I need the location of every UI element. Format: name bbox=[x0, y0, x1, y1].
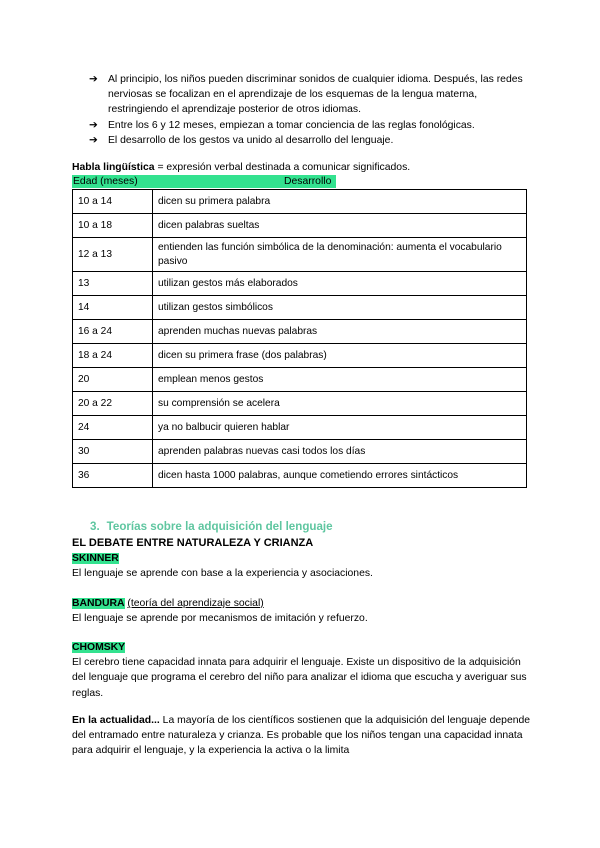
age-cell: 20 bbox=[73, 368, 153, 392]
table-row bbox=[73, 214, 527, 238]
bandura-note: (teoría del aprendizaje social) bbox=[127, 598, 264, 609]
age-cell: 14 bbox=[73, 296, 153, 320]
bullet-text: Al principio, los niños pueden discriminar sonidos de cualquier idioma. Después, las redes nerviosas se focalizan en el aprendizaje de los esquemas de la lengua materna, restringiendo el aprendizaje posterior de otros idiomas. bbox=[108, 74, 523, 116]
bandura-text: El lenguaje se aprende por mecanismos de imitación y refuerzo. bbox=[72, 613, 368, 625]
table-row bbox=[73, 440, 527, 464]
development-cell: su comprensión se acelera bbox=[153, 392, 527, 416]
development-cell: dicen palabras sueltas bbox=[153, 214, 527, 238]
arrow-icon: ➔ bbox=[89, 119, 98, 131]
section-heading bbox=[90, 520, 333, 533]
age-cell: 13 bbox=[73, 272, 153, 296]
table-row bbox=[73, 416, 527, 440]
development-cell: ya no balbucir quieren hablar bbox=[153, 416, 527, 440]
chomsky-label: CHOMSKY bbox=[72, 642, 126, 653]
development-cell: aprenden muchas nuevas palabras bbox=[153, 320, 527, 344]
development-table bbox=[72, 189, 527, 488]
development-cell: aprenden palabras nuevas casi todos los días bbox=[153, 440, 527, 464]
development-cell: utilizan gestos simbólicos bbox=[153, 296, 527, 320]
development-cell: entienden las función simbólica de la denominación: aumenta el vocabulario pasivo bbox=[153, 238, 527, 272]
table-row bbox=[73, 464, 527, 488]
skinner-label: SKINNER bbox=[72, 553, 119, 564]
actualidad-text: La mayoría de los científicos sostienen que la adquisición del lenguaje depende del entramado entre naturaleza y crianza. Es probable que los niños tengan una capacidad innata para adquirir el lenguaje, y la experiencia la activa o la limita bbox=[72, 715, 531, 757]
development-cell: utilizan gestos más elaborados bbox=[153, 272, 527, 296]
bullet-list bbox=[89, 72, 534, 148]
actualidad-lead: En la actualidad... bbox=[72, 715, 160, 726]
table-row bbox=[73, 344, 527, 368]
skinner-block bbox=[72, 551, 532, 581]
age-cell: 10 a 14 bbox=[73, 190, 153, 214]
age-cell: 36 bbox=[73, 464, 153, 488]
table-header-highlight bbox=[72, 175, 336, 188]
habla-definition bbox=[72, 160, 410, 175]
age-cell: 30 bbox=[73, 440, 153, 464]
development-cell: emplean menos gestos bbox=[153, 368, 527, 392]
column-header-development: Desarrollo bbox=[284, 176, 332, 187]
age-cell: 12 a 13 bbox=[73, 238, 153, 272]
chomsky-block bbox=[72, 640, 532, 701]
list-item bbox=[89, 133, 534, 148]
table-row bbox=[73, 272, 527, 296]
bullet-text: El desarrollo de los gestos va unido al desarrollo del lenguaje. bbox=[108, 134, 394, 146]
age-cell: 10 a 18 bbox=[73, 214, 153, 238]
age-cell: 24 bbox=[73, 416, 153, 440]
skinner-text: El lenguaje se aprende con base a la experiencia y asociaciones. bbox=[72, 568, 373, 580]
table-row bbox=[73, 392, 527, 416]
bandura-label: BANDURA bbox=[72, 598, 125, 609]
chomsky-text: El cerebro tiene capacidad innata para adquirir el lenguaje. Existe un dispositivo de la adquisición del lenguaje que programa el cerebro del niño para analizar el idioma que escucha y averiguar sus reglas. bbox=[72, 657, 527, 699]
actualidad-block bbox=[72, 713, 532, 759]
section-title: Teorías sobre la adquisición del lenguaje bbox=[106, 520, 333, 533]
table-row bbox=[73, 190, 527, 214]
habla-definition-text: = expresión verbal destinada a comunicar significados. bbox=[154, 162, 411, 173]
bullet-text: Entre los 6 y 12 meses, empiezan a tomar conciencia de las reglas fonológicas. bbox=[108, 119, 475, 131]
list-item bbox=[89, 72, 534, 118]
section-number: 3. bbox=[90, 520, 100, 533]
age-cell: 20 a 22 bbox=[73, 392, 153, 416]
column-header-age: Edad (meses) bbox=[73, 176, 138, 187]
age-cell: 16 a 24 bbox=[73, 320, 153, 344]
arrow-icon: ➔ bbox=[89, 74, 98, 85]
table-row bbox=[73, 368, 527, 392]
table-row bbox=[73, 296, 527, 320]
bandura-block bbox=[72, 596, 532, 626]
list-item bbox=[89, 118, 534, 133]
development-cell: dicen su primera frase (dos palabras) bbox=[153, 344, 527, 368]
age-cell: 18 a 24 bbox=[73, 344, 153, 368]
table-row bbox=[73, 238, 527, 272]
table-row bbox=[73, 320, 527, 344]
section-subtitle: EL DEBATE ENTRE NATURALEZA Y CRIANZA bbox=[72, 537, 314, 549]
arrow-icon: ➔ bbox=[89, 134, 98, 146]
development-cell: dicen hasta 1000 palabras, aunque cometiendo errores sintácticos bbox=[153, 464, 527, 488]
habla-term: Habla lingüística bbox=[72, 162, 155, 173]
development-cell: dicen su primera palabra bbox=[153, 190, 527, 214]
